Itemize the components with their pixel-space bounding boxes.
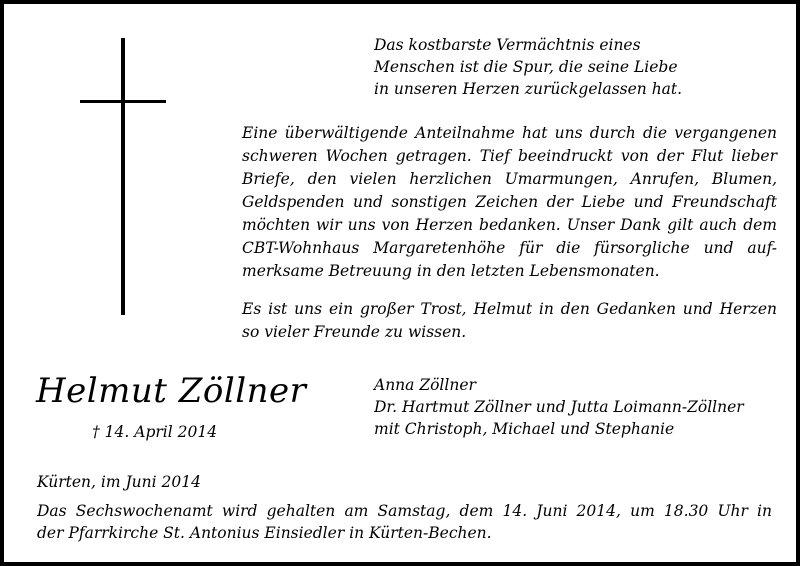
deceased-name: Helmut Zöllner [36,371,307,411]
thanks-line: Eine überwältigende Anteilnahme hat uns durch die vergangenen [242,124,777,142]
place-date: Kürten, im Juni 2014 [37,473,201,491]
cross-horizontal-bar [80,100,166,103]
thanks-line: Geldspenden und sonstigen Zeichen der Liebe und Freundschaft [242,193,777,211]
quote-line: in unseren Herzen zurückgelassen hat. [374,80,683,98]
thanks-line: CBT-Wohnhaus Margaretenhöhe für die fürsorgliche und auf- [242,239,777,257]
family-line: mit Christoph, Michael und Stephanie [374,420,675,438]
thanks-line: schweren Wochen getragen. Tief beeindruckt von der Flut lieber [242,147,777,165]
thanks-line: Es ist uns ein großer Trost, Helmut in den Gedanken und Herzen [242,300,777,318]
thanks-line: Briefe, den vielen herzlichen Umarmungen, Anrufen, Blumen, [242,170,777,188]
family-signatures [374,374,784,440]
family-line: Dr. Hartmut Zöllner und Jutta Loimann-Zöllner [374,398,744,416]
notice-line: Das Sechswochenamt wird gehalten am Samstag, dem 14. Juni 2014, um 18.30 Uhr in [37,502,772,520]
death-date: † 14. April 2014 [92,423,218,441]
notice-line: der Pfarrkirche St. Antonius Einsiedler in Kürten-Bechen. [37,524,492,542]
memorial-quote [374,34,774,100]
thanks-line: möchten wir uns von Herzen bedanken. Unser Dank gilt auch dem [242,216,777,234]
quote-line: Menschen ist die Spur, die seine Liebe [374,58,678,76]
thanks-line: merksame Betreuung in den letzten Lebensmonaten. [242,262,660,280]
thanks-paragraph-2 [242,298,777,344]
thanks-paragraph-1 [242,122,777,283]
cross-vertical-bar [121,38,125,315]
family-line: Anna Zöllner [374,376,476,394]
mass-notice [37,500,772,544]
quote-line: Das kostbarste Vermächtnis eines [374,36,641,54]
thanks-line: so vieler Freunde zu wissen. [242,323,467,341]
